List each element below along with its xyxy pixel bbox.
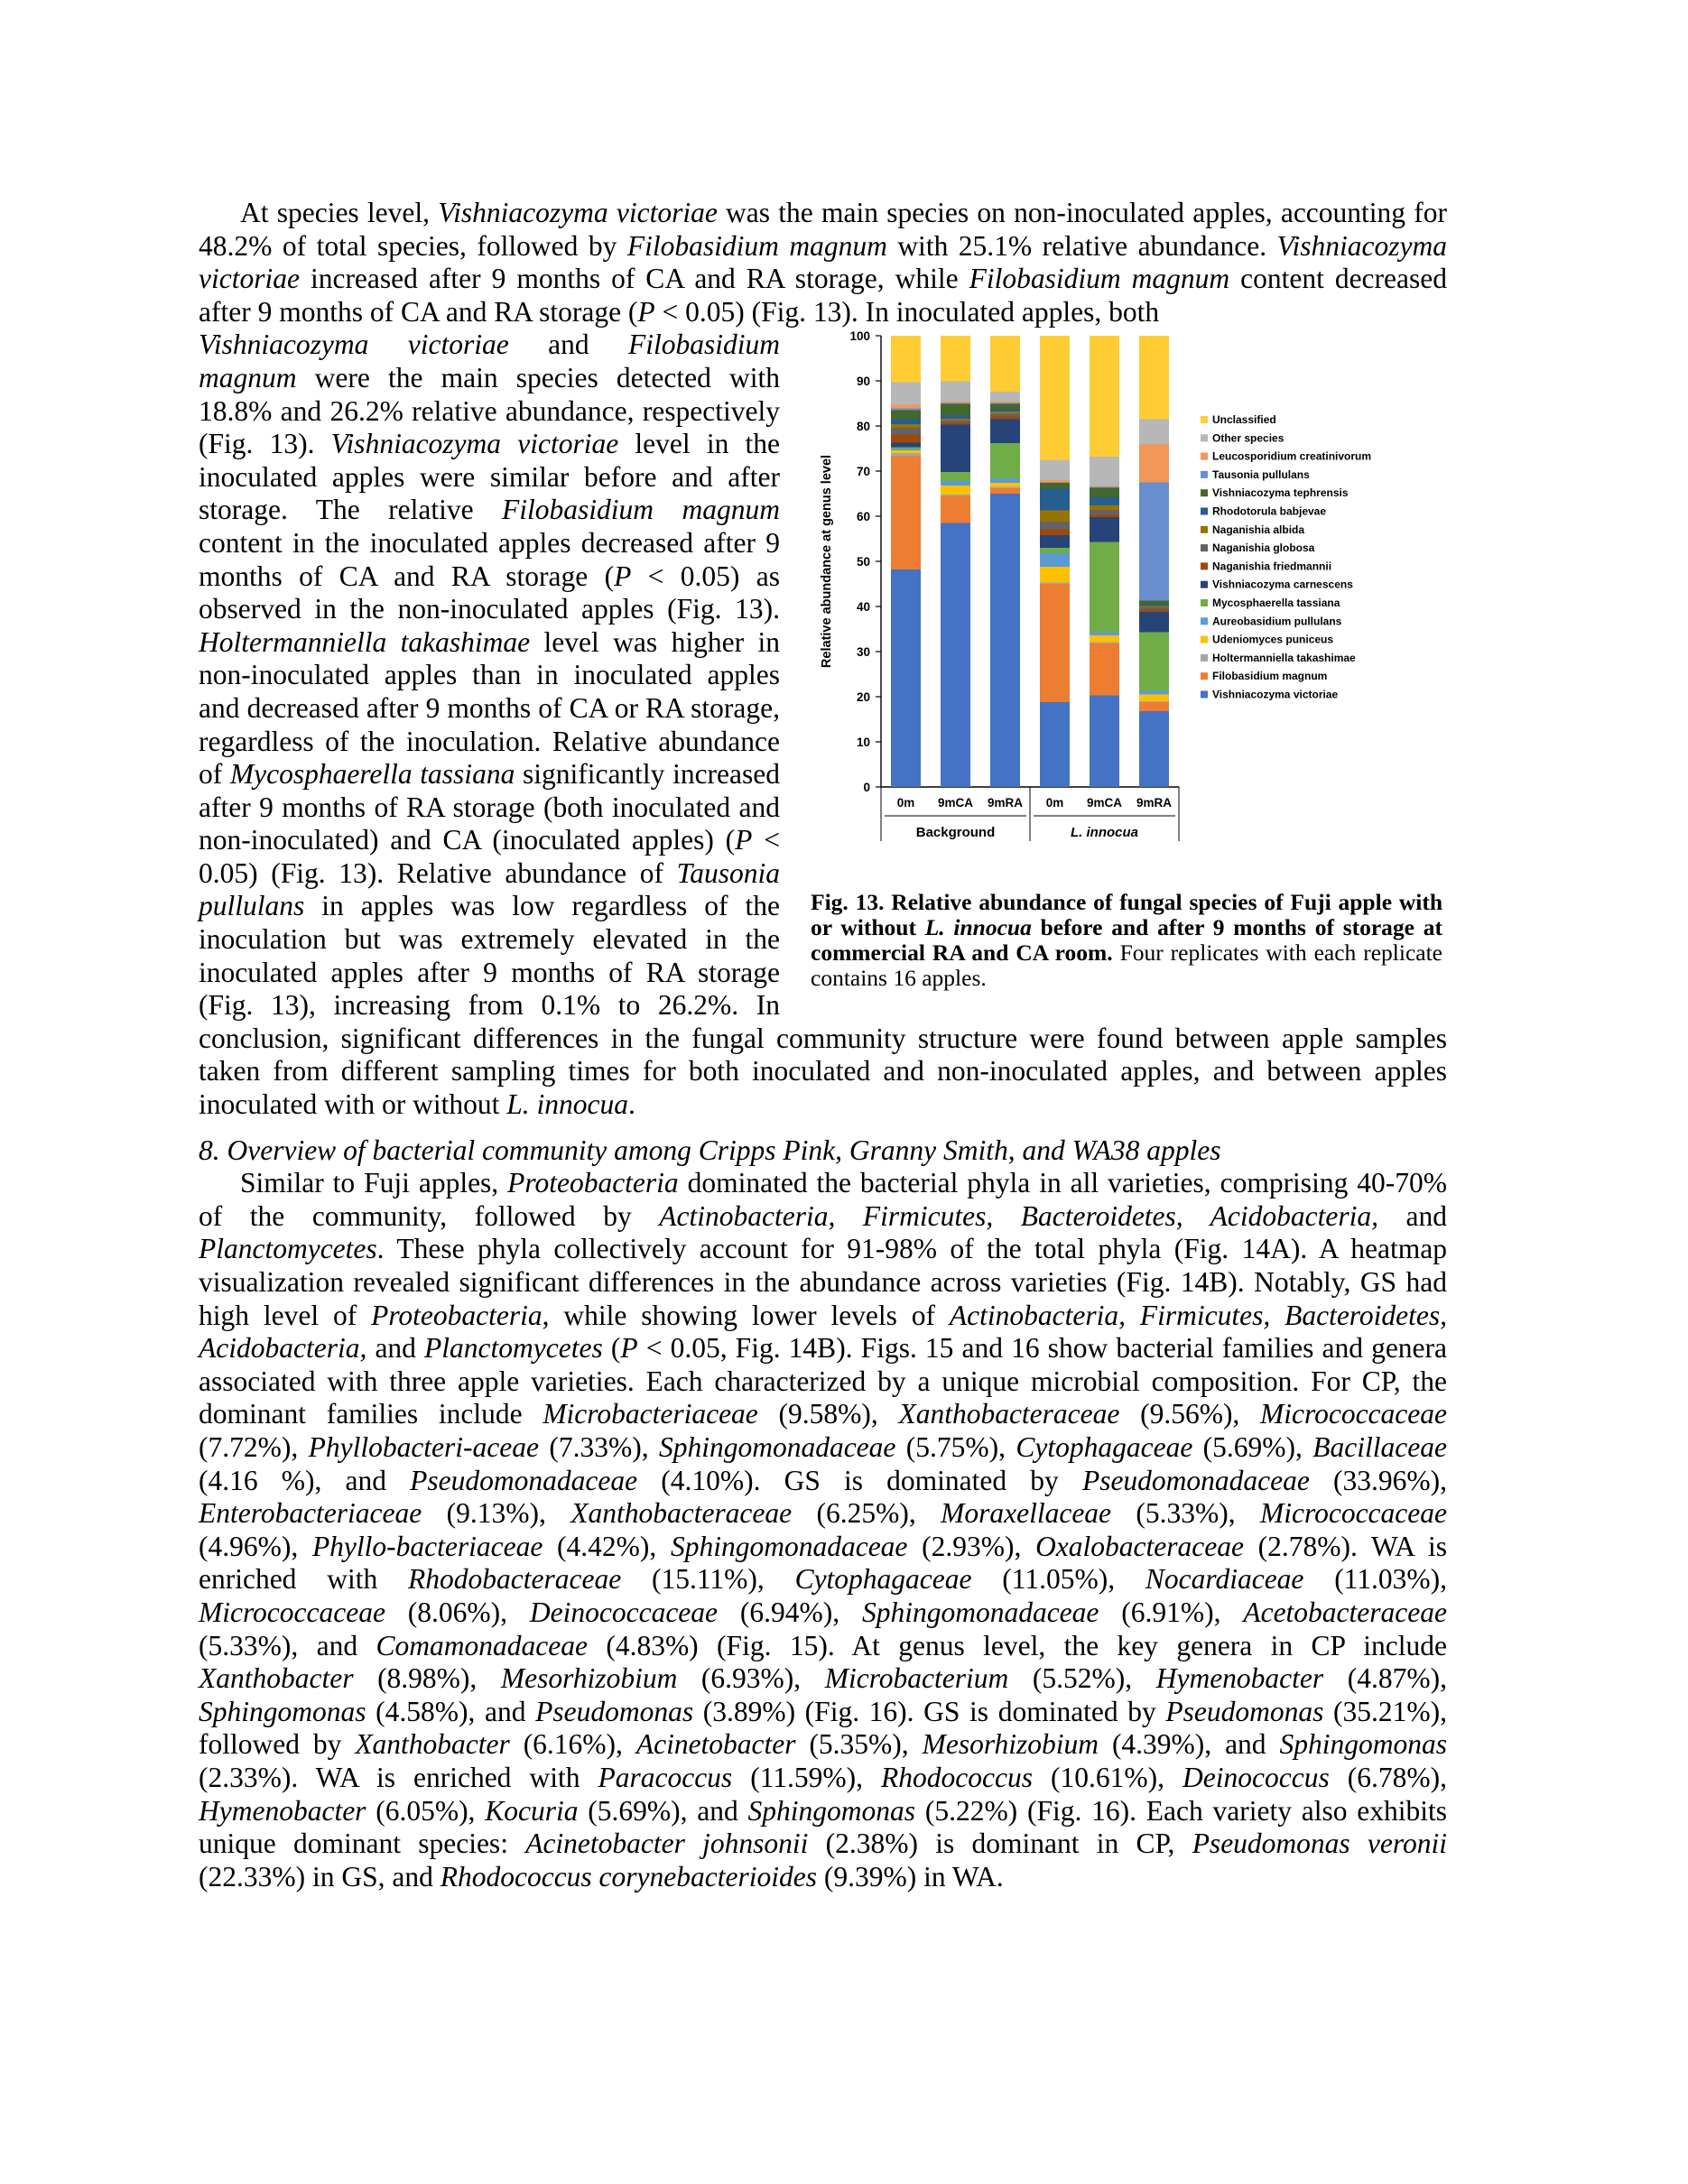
bar-segment [990,404,1020,410]
legend-swatch [1201,691,1208,699]
bar-segment [990,488,1020,494]
y-tick-label: 70 [856,465,870,479]
bar-segment [1090,486,1119,487]
bar-segment [941,403,970,404]
bar-segment [891,457,921,570]
bar-segment [990,402,1020,403]
legend-label: Naganishia albida [1212,523,1305,537]
bar-segment [1139,483,1169,601]
y-axis-title: Relative abundance at genus level [820,455,834,669]
bar-segment [1040,530,1070,536]
bar-segment [941,382,970,403]
legend-label: Holtermanniella takashimae [1212,652,1356,665]
bar-segment [891,569,921,787]
bar-segment [1139,610,1169,613]
paragraph-bacterial-overview: Similar to Fuji apples, Proteobacteria dominated the bacterial phyla in all varieties, comprising 40-70% of the community, followed by Actinobacteria, Firmicutes, Bacteroidetes, Acidobacteria, and Planctomycetes. These phyla collectively account for 91-98% of the total phyla (Fig. 14A). A heatmap visualization revealed significant differences in the abundance across varieties (Fig. 14B). Notably, GS had high level of Proteobacteria, while showing lower levels of Actinobacteria, Firmicutes, Bacteroidetes, Acidobacteria, and Planctomycetes (P < 0.05, Fig. 14B). Figs. 15 and 16 show bacterial families and genera associated with three apple varieties. Each characterized by a unique microbial composition. For CP, the dominant families include Microbacteriaceae (9.58%), Xanthobacteraceae (9.56%), Micrococcaceae (7.72%), Phyllobacteri-aceae (7.33%), Sphingomonadaceae (5.75%), Cytophagaceae (5.69%), Bacillaceae (4.16 %), and Pseudomonadaceae (4.10%). GS is dominated by Pseudomonadaceae (33.96%), Enterobacteriaceae (9.13%), Xanthobacteraceae (6.25%), Moraxellaceae (5.33%), Micrococcaceae (4.96%), Phyllo-bacteriaceae (4.42%), Sphingomonadaceae (2.93%), Oxalobacteraceae (2.78%). WA is enriched with Rhodobacteraceae (15.11%), Cytophagaceae (11.05%), Nocardiaceae (11.03%), Micrococcaceae (8.06%), Deinococcaceae (6.94%), Sphingomonadaceae (6.91%), Acetobacteraceae (5.33%), and Comamonadaceae (4.83%) (Fig. 15). At genus level, the key genera in CP include Xanthobacter (8.98%), Mesorhizobium (6.93%), Microbacterium (5.52%), Hymenobacter (4.87%), Sphingomonas (4.58%), and Pseudomonas (3.89%) (Fig. 16). GS is dominated by Pseudomonas (35.21%), followed by Xanthobacter (6.16%), Acinetobacter (5.35%), Mesorhizobium (4.39%), and Sphingomonas (2.33%). WA is enriched with Paracoccus (11.59%), Rhodococcus (10.61%), Deinococcus (6.78%), Hymenobacter (6.05%), Kocuria (5.69%), and Sphingomonas (5.22%) (Fig. 16). Each variety also exhibits unique dominant species: Acinetobacter johnsonii (2.38%) is dominant in CP, Pseudomonas veronii (22.33%) in GS, and Rhodococcus corynebacterioides (9.39%) in WA. [199,1167,1448,1892]
bar-segment [990,487,1020,489]
legend-swatch [1201,416,1208,423]
bar-segment [1040,336,1070,460]
bar-segment [1090,517,1119,542]
y-tick-label: 0 [863,781,870,795]
bar-segment [1040,584,1070,702]
bar-segment [891,443,921,448]
bar-segment [1040,483,1070,489]
bar-segment [891,450,921,453]
x-tick-label: 9mRA [1136,796,1173,810]
legend-label: Filobasidium magnum [1212,670,1328,683]
stacked-bar-chart [811,329,1447,879]
bar-segment [990,443,1020,478]
legend-label: Rhodotorula babjevae [1212,504,1327,518]
y-tick-label: 30 [856,645,870,660]
bar-segment [891,411,921,420]
bar-segment [990,336,1020,392]
bar-segment [1139,695,1169,702]
bar-segment [1139,607,1169,610]
bar-segment [1139,336,1169,420]
bar-segment [1040,535,1070,548]
bar-segment [1040,583,1070,585]
bar-segment [1139,605,1169,606]
y-tick-label: 60 [856,510,870,524]
legend-label: Aureobasidium pullulans [1212,615,1342,628]
bar-segment [1090,505,1119,510]
legend-swatch [1201,636,1208,643]
x-tick-label: 0m [896,796,915,810]
y-tick-label: 40 [856,600,870,615]
bar-segment [941,421,970,423]
y-tick-label: 20 [856,690,870,705]
bar-segment [990,417,1020,420]
bar-segment [891,424,921,428]
x-tick-label: 9mRA [987,796,1024,810]
legend-label: Vishniacozyma carnescens [1212,578,1353,592]
bar-segment [891,449,921,451]
bar-segment [1090,457,1119,486]
bar-segment [1139,691,1169,695]
bar-segment [1139,420,1169,445]
chart-container [811,329,1447,879]
bar-segment [1040,522,1070,530]
bar-segment [1139,444,1169,483]
bar-segment [891,435,921,443]
bar-segment [1040,483,1070,484]
bar-segment [1040,460,1070,481]
x-tick-label: 9mCA [937,796,974,810]
group-label: Background [915,825,996,841]
bar-segment [1090,497,1119,505]
legend-label: Naganishia globosa [1212,541,1315,555]
bar-segment [1090,635,1119,643]
bar-segment [1040,548,1070,553]
bar-segment [941,425,970,473]
bar-segment [1139,711,1169,787]
bar-segment [891,448,921,449]
legend-swatch [1201,490,1208,497]
legend-swatch [1201,508,1208,515]
group-label: L. innocua [1071,825,1138,841]
bar-segment [941,495,970,496]
bar-segment [1139,702,1169,711]
legend-swatch [1201,654,1208,662]
legend-label: Naganishia friedmannii [1212,560,1332,573]
bar-segment [941,423,970,425]
paragraph-species-level-cont: Vishniacozyma victoriae and Filobasidium magnum were the main species detected with 18.8% and 26.2% relative abundance, respectively (Fig. 13). Vishniacozyma victoriae level in the inoculated apples were similar before and after storage. The relative Filobasidium magnum content in the inoculated apples decreased after 9 months of CA and RA storage (P < 0.05) as observed in the non-inoculated apples (Fig. 13). Holtermanniella takashimae level was higher in non-inoculated apples than in inoculated apples and decreased after 9 months of CA or RA storage, regardless of the inoculation. Relative abundance of Mycosphaerella tassiana significantly increased after 9 months of RA storage (both inoculated and non-inoculated) and CA (inoculated apples) (P < 0.05) (Fig. 13). Relative abundance of Tausonia pullulans in apples was low regardless of the inoculation but was extremely elevated in the inoculated apples after 9 months of RA storage (Fig. 13), increasing from 0.1% to 26.2%. In conclusion, significant differences in the fungal community structure were found between apple samples taken from different sampling times for both inoculated and non-inoculated apples, and between apples inoculated with or without L. innocua. [199,329,1447,1121]
legend-swatch [1201,471,1208,478]
bar-segment [941,523,970,788]
bar-segment [1040,511,1070,523]
y-tick-label: 100 [849,329,870,344]
x-tick-label: 0m [1045,796,1064,810]
y-tick-label: 10 [856,736,870,750]
bar-segment [1139,701,1169,702]
bar-segment [1090,336,1119,457]
bar-segment [941,496,970,523]
bar-segment [1040,480,1070,483]
bar-segment [941,404,970,416]
figure-caption: Fig. 13. Relative abundance of fungal species of Fuji apple with or without L. innocua before and after 9 months of storage at commercial RA and CA room. Four replicates with each replicate contains 16 apples. [811,889,1442,992]
legend-label: Udeniomyces puniceus [1212,633,1334,646]
legend-swatch [1201,453,1208,460]
bar-segment [1090,643,1119,644]
bar-segment [1040,567,1070,583]
bar-segment [1139,612,1169,633]
legend-swatch [1201,435,1208,442]
bar-segment [891,453,921,457]
bar-segment [941,419,970,421]
bar-segment [891,409,921,411]
legend-swatch [1201,563,1208,570]
bar-segment [990,392,1020,402]
legend-swatch [1201,599,1208,606]
legend-label: Tausonia pullulans [1212,468,1310,482]
legend-swatch [1201,673,1208,680]
bar-segment [990,483,1020,487]
legend-label: Mycosphaerella tassiana [1212,597,1340,610]
bar-segment [891,336,921,383]
bar-segment [1040,702,1070,787]
y-tick-label: 90 [856,375,870,389]
bar-segment [1040,489,1070,511]
bar-segment [891,420,921,425]
bar-segment [1139,601,1169,605]
bar-segment [1139,606,1169,608]
figure-13 [811,329,1447,991]
bar-segment [941,481,970,486]
bar-segment [1090,643,1119,696]
bar-segment [941,402,970,403]
bar-segment [1090,696,1119,788]
bar-segment [891,428,921,435]
bar-segment [1090,510,1119,514]
bar-segment [1040,553,1070,567]
bar-segment [990,412,1020,414]
bar-segment [1090,633,1119,636]
bar-segment [990,410,1020,412]
bar-segment [990,420,1020,444]
bar-segment [891,405,921,409]
page-body [199,197,1447,1893]
legend-swatch [1201,581,1208,588]
legend-swatch [1201,618,1208,625]
section-heading-8: 8. Overview of bacterial community among Cripps Pink, Granny Smith, and WA38 apples [199,1134,1221,1166]
bar-segment [1090,488,1119,498]
bar-segment [941,472,970,481]
y-tick-label: 50 [856,555,870,569]
bar-segment [990,494,1020,787]
legend-swatch [1201,544,1208,551]
bar-segment [941,336,970,382]
legend-label: Other species [1212,431,1285,445]
bar-segment [990,414,1020,417]
bar-segment [941,415,970,419]
bar-segment [990,403,1020,404]
bar-segment [1139,633,1169,691]
paragraph-species-level: At species level, Vishniacozyma victoriae was the main species on non-inoculated apples, accounting for 48.2% of total species, followed by Filobasidium magnum with 25.1% relative abundance. Vishniacozyma victoriae increased after 9 months of CA and RA storage, while Filobasidium magnum content decreased after 9 months of CA and RA storage (P < 0.05) (Fig. 13). In inoculated apples, both [199,197,1448,328]
bar-segment [1090,487,1119,488]
bar-segment [1090,514,1119,517]
x-tick-label: 9mCA [1086,796,1123,810]
legend-label: Vishniacozyma victoriae [1212,688,1339,701]
legend-label: Leucosporidium creatinivorum [1212,449,1372,463]
bar-segment [990,478,1020,483]
bar-segment [1090,542,1119,633]
legend-label: Unclassified [1212,413,1276,427]
legend-swatch [1201,526,1208,533]
bar-segment [891,383,921,405]
y-tick-label: 80 [856,420,870,434]
legend-label: Vishniacozyma tephrensis [1212,486,1349,500]
bar-segment [941,486,970,495]
